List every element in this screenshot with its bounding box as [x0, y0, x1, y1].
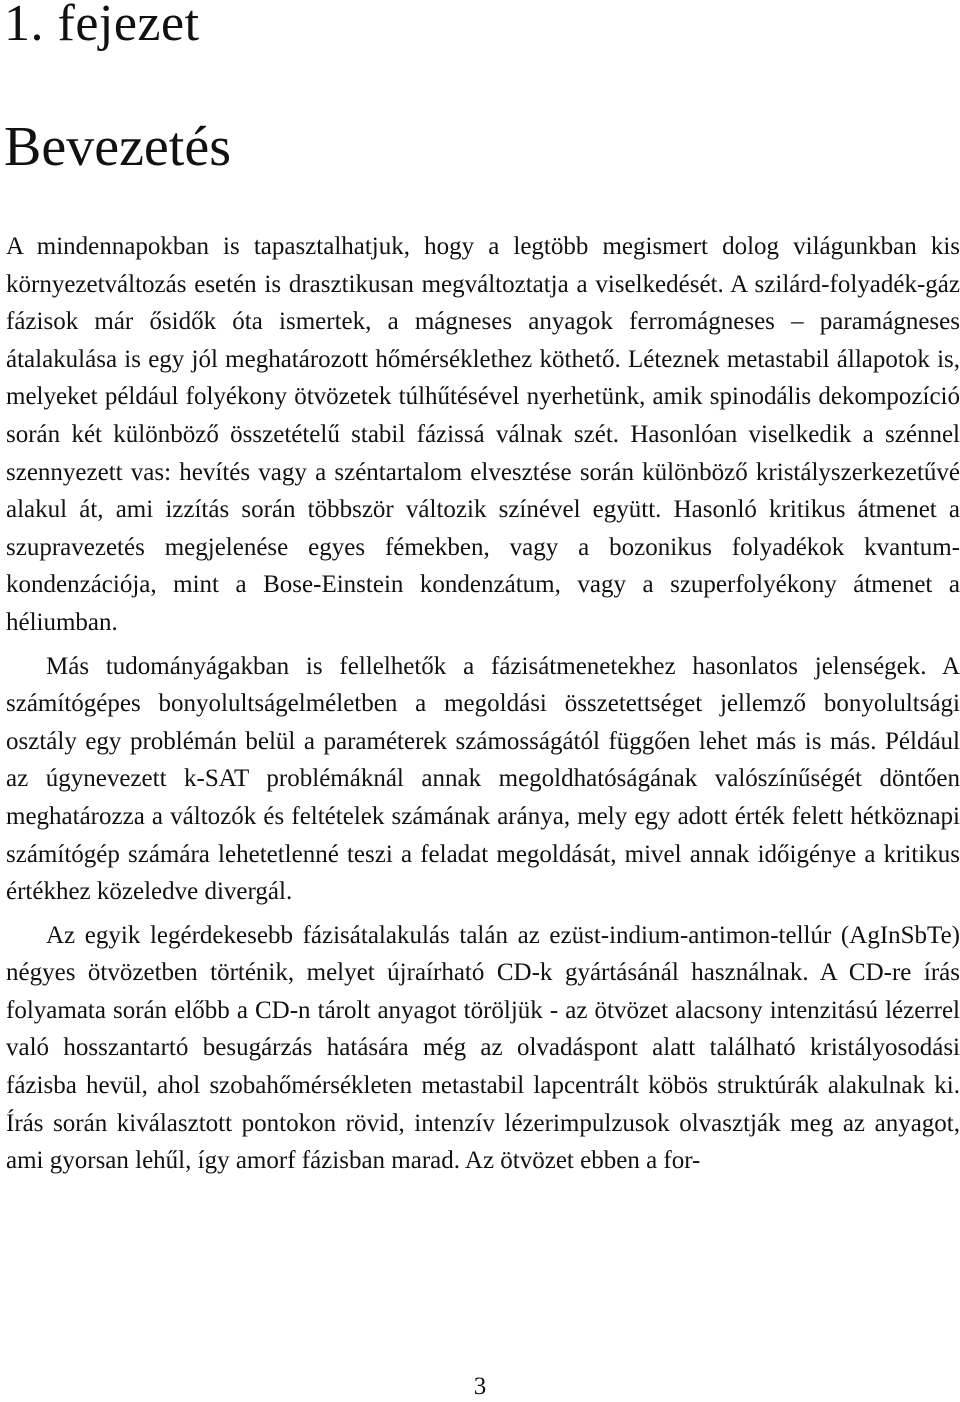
chapter-label: 1. fejezet [4, 0, 200, 52]
paragraph-phase-transitions-intro: A mindennapokban is tapasztalhatjuk, hogy a legtöbb megismert dolog világunkban kis környezetváltozás esetén is drasztikusan megváltoztatja a viselkedését. A szilárd-folyadék-gáz fázisok már ősidők óta ismertek, a mágneses anyagok ferromágneses – paramágneses átalakulása is egy jól meghatározott hőmérséklethez köthető. Léteznek metastabil állapotok is, melyeket például folyékony ötvözetek túlhűtésével nyerhetünk, amik spinodális dekompozíció során két különböző összetételű stabil fázissá válnak szét. Hasonlóan viselkedik a szénnel szennyezett vas: hevítés vagy a széntartalom elvesztése során különböző kristályszerkezetűvé alakul át, ami izzítás során többször változik színével együtt. Hasonló kritikus átmenet a szupravezetés megjelenése egyes fémekben, vagy a bozonikus folyadékok kvantum-kondenzációja, mint a Bose-Einstein kondenzátum, vagy a szuperfolyékony átmenet a héliumban. [6, 233, 960, 636]
paragraph-aginsbte-alloy: Az egyik legérdekesebb fázisátalakulás talán az ezüst-indium-antimon-tellúr (AgInSbTe) négyes ötvözetben történik, melyet újraírható CD-k gyártásánál használnak. A CD-re írás folyamata során előbb a CD-n tárolt anyagot töröljük - az ötvözet alacsony intenzitású lézerrel való hosszantartó besugárzás hatására még az olvadáspont alatt található kristályosodási fázisba hevül, ahol szobahőmérsékleten metastabil lapcentrált köbös struktúrák alakulnak ki. Írás során kiválasztott pontokon rövid, intenzív lézerimpulzusok olvasztják meg az anyagot, ami gyorsan lehűl, így amorf fázisban marad. Az ötvözet ebben a for- [6, 921, 960, 1175]
page-number: 3 [473, 1373, 487, 1400]
body-text [6, 228, 960, 1180]
chapter-title: Bevezetés [4, 116, 231, 178]
paragraph-other-sciences: Más tudományágakban is fellelhetők a fázisátmenetekhez hasonlatos jelenségek. A számítógépes bonyolultságelméletben a megoldási összetettséget jellemző bonyolultsági osztály egy problémán belül a paraméterek számosságától függően lehet más is más. Például az úgynevezett k-SAT problémáknál annak megoldhatóságának valószínűségét döntően meghatározza a változók és feltételek számának aránya, mely egy adott érték felett hétköznapi számítógép számára lehetetlenné teszi a feladat megoldását, mivel annak időigénye a kritikus értékhez közeledve divergál. [6, 652, 960, 906]
